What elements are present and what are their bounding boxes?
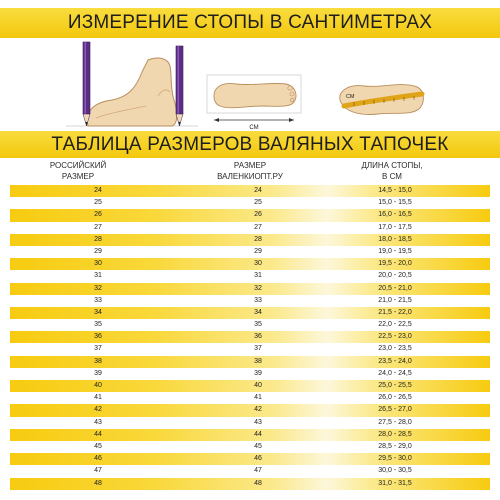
foot-outline-measure-illustration: [206, 74, 302, 132]
russian-size-cell: 47: [94, 467, 102, 475]
foot-length-cell: 19,0 - 19,5: [378, 247, 412, 255]
table-row: [10, 197, 490, 209]
table-row: [10, 283, 490, 295]
russian-size-cell: 48: [94, 479, 102, 487]
top-view-unit-label: СМ: [249, 125, 259, 131]
column-header-line: РОССИЙСКИЙ: [49, 161, 107, 170]
russian-size-cell: 35: [94, 321, 102, 329]
valenki-size-cell: 35: [254, 321, 262, 329]
russian-size-cell: 44: [94, 430, 102, 438]
russian-size-cell: 33: [94, 296, 102, 304]
table-row: [10, 404, 490, 416]
table-row: [10, 392, 490, 404]
column-header-line: РАЗМЕР: [233, 161, 267, 170]
table-row: [10, 417, 490, 429]
russian-size-cell: 45: [94, 442, 102, 450]
russian-size-cell: 25: [94, 199, 102, 207]
column-header-foot-length: [352, 160, 432, 182]
valenki-size-cell: 34: [254, 308, 262, 316]
foot-length-cell: 25,0 - 25,5: [378, 382, 412, 389]
top-title: ИЗМЕРЕНИЕ СТОПЫ В САНТИМЕТРАХ: [67, 12, 433, 33]
foot-length-cell: 21,5 - 22,0: [378, 308, 412, 316]
valenki-size-cell: 33: [254, 296, 262, 304]
russian-size-cell: 31: [94, 272, 102, 280]
foot-length-cell: 24,0 - 24,5: [378, 369, 412, 377]
foot-length-cell: 26,0 - 26,5: [378, 394, 412, 402]
sole-tape-measure-illustration: [334, 78, 428, 122]
valenki-size-cell: 36: [254, 333, 262, 341]
foot-length-cell: 23,0 - 23,5: [378, 345, 412, 353]
foot-length-cell: 19,5 - 20,0: [378, 260, 412, 268]
table-row: [10, 270, 490, 282]
foot-length-cell: 23,5 - 24,0: [378, 357, 412, 365]
table-row: [10, 441, 490, 453]
valenki-size-cell: 42: [254, 406, 262, 414]
table-row: [10, 343, 490, 355]
table-row: [10, 307, 490, 319]
table-row: [10, 429, 490, 441]
russian-size-cell: 40: [94, 382, 102, 389]
valenki-size-cell: 26: [254, 211, 262, 219]
valenki-size-cell: 29: [254, 247, 262, 255]
column-header-russian-size: [38, 160, 118, 182]
russian-size-cell: 32: [94, 284, 102, 292]
valenki-size-cell: 31: [254, 272, 262, 280]
valenki-size-cell: 41: [254, 394, 262, 402]
right-pencil-icon: [176, 46, 183, 126]
foot-length-cell: 15,0 - 15,5: [378, 199, 412, 207]
table-row: [10, 331, 490, 343]
valenki-size-cell: 38: [254, 357, 262, 365]
russian-size-cell: 27: [94, 223, 102, 231]
russian-size-cell: 46: [94, 455, 102, 463]
valenki-size-cell: 28: [254, 235, 262, 243]
foot-length-cell: 17,0 - 17,5: [378, 223, 412, 231]
foot-length-cell: 16,0 - 16,5: [378, 211, 412, 219]
russian-size-cell: 38: [94, 357, 102, 365]
foot-length-cell: 18,0 - 18,5: [378, 235, 412, 243]
russian-size-cell: 37: [94, 345, 102, 353]
russian-size-cell: 36: [94, 333, 102, 341]
table-row: [10, 319, 490, 331]
russian-size-cell: 43: [94, 418, 102, 426]
russian-size-cell: 24: [94, 187, 102, 194]
size-table-title-banner: [0, 131, 500, 158]
table-row: [10, 368, 490, 380]
foot-length-cell: 20,0 - 20,5: [378, 272, 412, 280]
table-row: [10, 356, 490, 368]
valenki-size-cell: 45: [254, 442, 262, 450]
column-header-line: РАЗМЕР: [61, 172, 95, 181]
foot-side-measure-illustration: [66, 40, 198, 134]
valenki-size-cell: 47: [254, 467, 262, 475]
russian-size-cell: 34: [94, 308, 102, 316]
column-header-line: ВАЛЕНКИОПТ.РУ: [217, 172, 283, 181]
valenki-size-cell: 30: [254, 260, 262, 268]
valenki-size-cell: 37: [254, 345, 262, 353]
table-row: [10, 234, 490, 246]
sole-unit-label: СМ: [346, 94, 355, 100]
table-row: [10, 222, 490, 234]
russian-size-cell: 39: [94, 369, 102, 377]
foot-length-cell: 27,5 - 28,0: [378, 418, 412, 426]
russian-size-cell: 30: [94, 260, 102, 268]
table-row: [10, 465, 490, 477]
left-pencil-icon: [83, 42, 90, 126]
table-row: [10, 246, 490, 258]
foot-length-cell: 22,0 - 22,5: [378, 321, 412, 329]
column-header-line: В СМ: [382, 172, 402, 181]
valenki-size-cell: 40: [254, 382, 262, 389]
foot-length-cell: 31,0 - 31,5: [378, 479, 412, 487]
foot-length-cell: 28,5 - 29,0: [378, 442, 412, 450]
size-table: [10, 185, 490, 490]
table-row: [10, 478, 490, 490]
valenki-size-cell: 43: [254, 418, 262, 426]
column-header-valenki-size: [210, 160, 290, 182]
foot-length-cell: 26,5 - 27,0: [378, 406, 412, 414]
valenki-size-cell: 25: [254, 199, 262, 207]
valenki-size-cell: 27: [254, 223, 262, 231]
valenki-size-cell: 24: [254, 187, 262, 194]
russian-size-cell: 26: [94, 211, 102, 219]
valenki-size-cell: 39: [254, 369, 262, 377]
size-table-title: ТАБЛИЦА РАЗМЕРОВ ВАЛЯНЫХ ТАПОЧЕК: [51, 134, 449, 155]
valenki-size-cell: 32: [254, 284, 262, 292]
foot-length-cell: 21,0 - 21,5: [378, 296, 412, 304]
foot-length-cell: 30,0 - 30,5: [378, 467, 412, 475]
foot-length-cell: 20,5 - 21,0: [378, 284, 412, 292]
foot-length-cell: 14,5 - 15,0: [378, 187, 412, 194]
table-row: [10, 380, 490, 392]
foot-length-cell: 22,5 - 23,0: [378, 333, 412, 341]
column-header-line: ДЛИНА СТОПЫ,: [361, 161, 423, 170]
table-row: [10, 258, 490, 270]
table-row: [10, 185, 490, 197]
foot-length-cell: 28,0 - 28,5: [378, 430, 412, 438]
valenki-size-cell: 46: [254, 455, 262, 463]
russian-size-cell: 28: [94, 235, 102, 243]
russian-size-cell: 42: [94, 406, 102, 414]
russian-size-cell: 29: [94, 247, 102, 255]
table-row: [10, 453, 490, 465]
foot-length-cell: 29,5 - 30,0: [378, 455, 412, 463]
russian-size-cell: 41: [94, 394, 102, 402]
valenki-size-cell: 44: [254, 430, 262, 438]
valenki-size-cell: 48: [254, 479, 262, 487]
table-row: [10, 209, 490, 221]
table-row: [10, 295, 490, 307]
top-title-banner: [0, 8, 500, 38]
